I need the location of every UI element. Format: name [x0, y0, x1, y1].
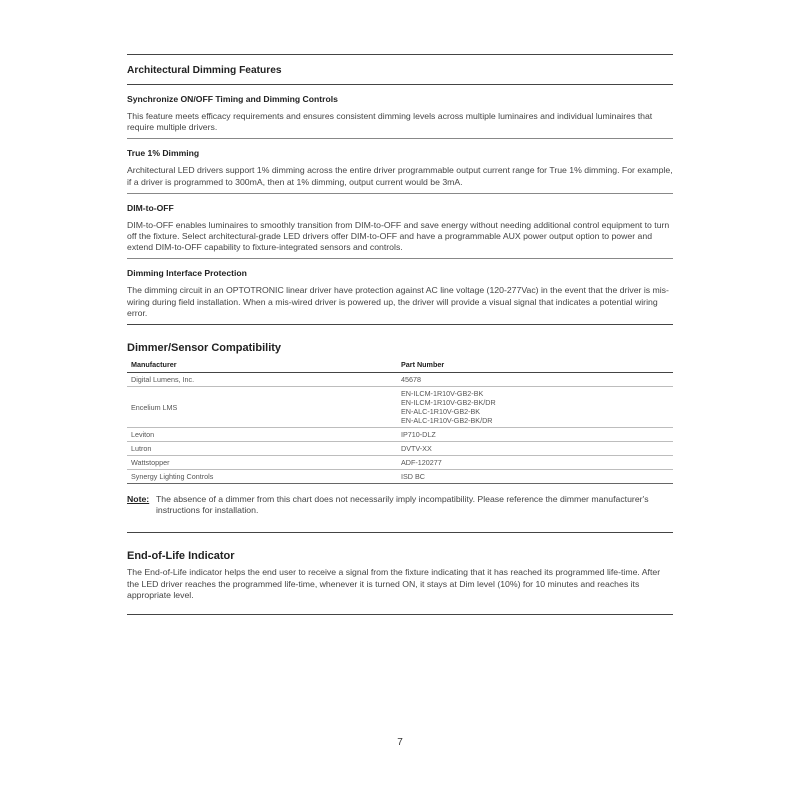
table-header-row — [127, 356, 673, 373]
part-number: EN-ILCM-1R10V-GB2-BK/DR — [401, 398, 496, 408]
part-number: IP710-DLZ — [401, 430, 436, 440]
feature-heading-interface-protection: Dimming Interface Protection — [127, 268, 247, 279]
part-number: EN-ILCM-1R10V-GB2-BK — [401, 389, 484, 399]
manufacturer-cell: Encelium LMS — [127, 387, 397, 428]
part-number-cell — [397, 428, 673, 442]
part-number-cell — [397, 373, 673, 387]
feature-heading-sync: Synchronize ON/OFF Timing and Dimming Controls — [127, 94, 338, 104]
feature-body-sync: This feature meets efficacy requirements and ensures consistent dimming levels across multiple luminaires and individual luminaires that require multiple drivers. — [127, 111, 653, 133]
architectural-heading: Architectural Dimming Features — [127, 65, 282, 76]
page-number: 7 — [397, 737, 403, 748]
note-label: Note: — [127, 494, 150, 505]
part-number: EN-ALC-1R10V-GB2-BK — [401, 407, 481, 417]
column-header-part-number: Part Number — [397, 356, 673, 373]
table-row — [127, 428, 673, 442]
table-row — [127, 387, 673, 428]
feature-body-true-dimming: Architectural LED drivers support 1% dimming across the entire driver programmable output current range for True 1% dimming. For example, if a driver is programmed to 300mA, then at 1% dimming, output current would be 3mA. — [127, 165, 673, 187]
compatibility-note — [127, 494, 673, 516]
table-row — [127, 442, 673, 456]
feature-body-dim-to-off: DIM-to-OFF enables luminaires to smoothly transition from DIM-to-OFF and save energy without needing additional control equipment to turn off the fixture. Select architectural-grade LED drivers offer DIM-to-OFF and have a programmable AUX power output option to power and extend DIM-to-OFF capability to fixture-integrated sensors and controls. — [127, 219, 670, 253]
column-header-manufacturer: Manufacturer — [127, 356, 397, 373]
part-number-cell — [397, 470, 673, 484]
part-number: ADF-120277 — [401, 458, 442, 468]
part-number: 45678 — [401, 375, 421, 385]
part-number-cell — [397, 387, 673, 428]
note-text: The absence of a dimmer from this chart does not necessarily imply incompatibility. Please reference the dimmer manufacturer's instructions for installation. — [156, 494, 649, 516]
manufacturer-cell: Lutron — [127, 442, 397, 456]
table-row — [127, 456, 673, 470]
end-of-life-body: The End-of-Life indicator helps the end user to receive a signal from the fixture indicating that it has reached its programmed life-time. After the LED driver reaches the programmed life-time, whenever it is turned ON, it stays at Dim level (10%) for 10 minutes and reaches its appropriate level. — [127, 567, 661, 600]
manufacturer-cell: Leviton — [127, 428, 397, 442]
compatibility-heading: Dimmer/Sensor Compatibility — [127, 342, 282, 355]
manufacturer-cell: Digital Lumens, Inc. — [127, 373, 397, 387]
part-number: DVTV-XX — [401, 444, 432, 454]
table-row — [127, 470, 673, 484]
feature-heading-true-dimming: True 1% Dimming — [127, 148, 200, 159]
part-number-cell — [397, 442, 673, 456]
feature-body-interface-protection: The dimming circuit in an OPTOTRONIC linear driver have protection against AC line voltage (120-277Vac) in the event that the driver is mis-wiring during field installation. When a mis-wired driver is powered up, the driver will provide a visual signal that indicates a potential wiring error. — [127, 285, 669, 318]
table-row — [127, 373, 673, 387]
manufacturer-cell: Synergy Lighting Controls — [127, 470, 397, 484]
part-number: EN-ALC-1R10V-GB2-BK/DR — [401, 416, 493, 426]
section-rule — [127, 614, 673, 615]
compatibility-table — [127, 356, 673, 484]
page-content — [127, 54, 673, 615]
feature-heading-dim-to-off: DIM-to-OFF — [127, 202, 174, 213]
part-number-cell — [397, 456, 673, 470]
part-number: ISD BC — [401, 472, 425, 482]
end-of-life-heading: End-of-Life Indicator — [127, 550, 235, 563]
manufacturer-cell: Wattstopper — [127, 456, 397, 470]
